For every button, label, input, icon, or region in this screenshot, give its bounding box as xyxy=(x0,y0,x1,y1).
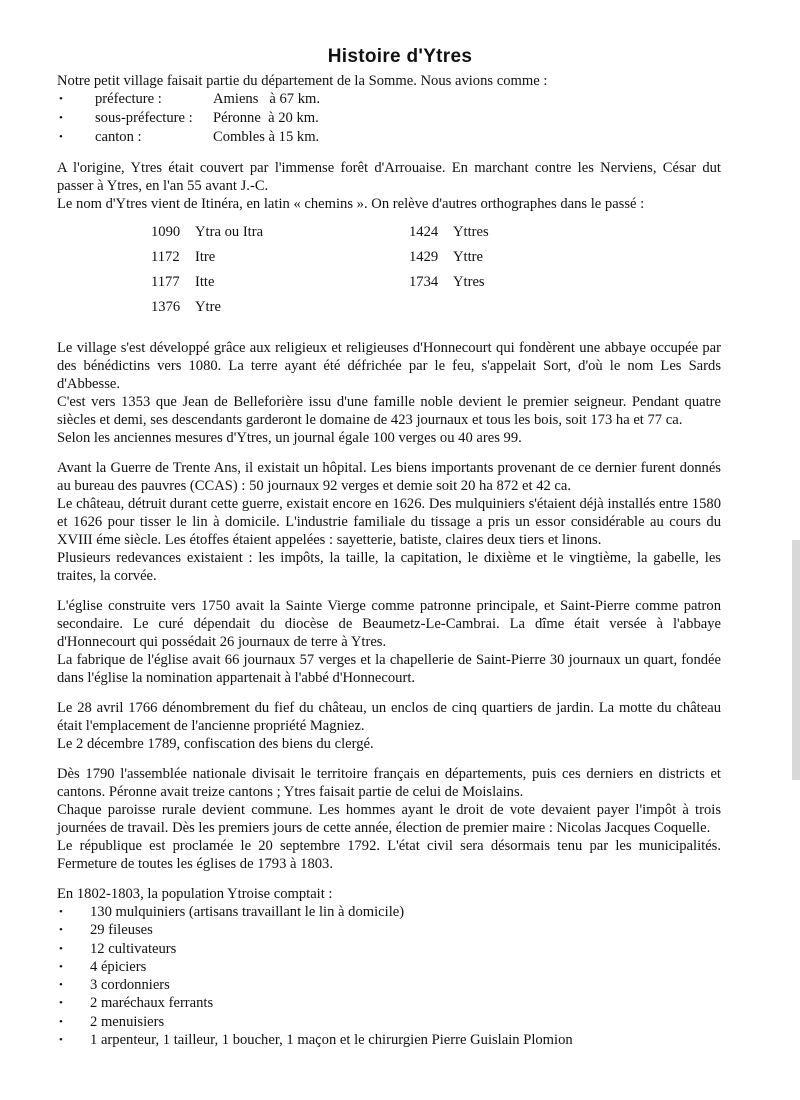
population-item xyxy=(57,1013,721,1031)
orthographs-column-left xyxy=(151,223,409,323)
orthograph-row xyxy=(151,273,409,298)
orthograph-name: Yttres xyxy=(453,224,489,240)
orthograph-year: 1177 xyxy=(151,274,180,290)
bullet-icon: • xyxy=(59,93,63,105)
population-item xyxy=(57,903,721,921)
bullet-icon: • xyxy=(59,906,63,918)
orthograph-name: Ytre xyxy=(195,299,221,315)
orthograph-row xyxy=(151,248,409,273)
bullet-icon: • xyxy=(59,942,63,955)
intro-paragraph: Notre petit village faisait partie du département de la Somme. Nous avions comme : xyxy=(57,73,548,89)
orthographs-table xyxy=(151,223,721,323)
orthograph-name: Ytra ou Itra xyxy=(195,224,264,240)
population-label: 12 cultivateurs xyxy=(90,940,177,957)
population-item xyxy=(57,976,721,994)
origin-paragraph: A l'origine, Ytres était couvert par l'immense forêt d'Arrouaise. En marchant contre les Nerviens, César dut passer à Ytres, en l'an 55 avant J.-C. xyxy=(57,160,721,194)
orthograph-year: 1090 xyxy=(151,224,181,240)
population-item xyxy=(57,1031,721,1049)
fief-paragraph: Le 2 décembre 1789, confiscation des biens du clergé. xyxy=(57,736,374,752)
orthograph-year: 1376 xyxy=(151,299,181,315)
orthograph-row xyxy=(409,248,609,273)
population-label: 3 cordonniers xyxy=(90,977,170,994)
revolution-paragraph: Le république est proclamée le 20 septembre 1792. L'état civil sera désormais tenu par les municipalités. Fermeture de toutes les églises de 1793 à 1803. xyxy=(57,838,721,872)
document-body xyxy=(57,72,721,1049)
village-paragraph: Le village s'est développé grâce aux religieux et religieuses d'Honnecourt qui fondèrent une abbaye occupée par des bénédictins vers 1080. La terre ayant été défrichée par le feu, s'appelait Sort, d'où le nom Les Sards d'Abbesse. xyxy=(57,340,721,392)
orthograph-year: 1424 xyxy=(409,224,439,240)
population-label: 2 menuisiers xyxy=(90,1013,165,1030)
orthograph-name: Itre xyxy=(195,249,216,265)
population-label: 4 épiciers xyxy=(90,958,147,975)
bullet-icon: • xyxy=(59,1034,63,1047)
eglise-paragraph: La fabrique de l'église avait 66 journaux 57 verges et la chapellerie de Saint-Pierre 30 journaux un quart, fondée dans l'église la nomination appartenait à l'abbé d'Honnecourt. xyxy=(57,652,721,686)
orthograph-name: Itte xyxy=(195,274,215,290)
admin-label: préfecture : xyxy=(95,91,162,107)
admin-item xyxy=(57,109,721,128)
admin-list xyxy=(57,90,721,147)
guerre-paragraph: Plusieurs redevances existaient : les impôts, la taille, la capitation, le dixième et le vingtième, la gabelle, les traites, la corvée. xyxy=(57,550,721,584)
population-item xyxy=(57,940,721,958)
bullet-icon: • xyxy=(59,997,63,1010)
orthograph-row xyxy=(151,298,409,323)
population-label: 2 maréchaux ferrants xyxy=(90,995,214,1012)
admin-label: canton : xyxy=(95,129,142,145)
eglise-paragraph: L'église construite vers 1750 avait la Sainte Vierge comme patronne principale, et Saint-Pierre comme patron secondaire. Le curé dépendait du diocèse de Beaumetz-Le-Cambrai. La dîme était versée à l'abbaye d'Honnecourt qui possédait 26 journaux de terre à Ytres. xyxy=(57,598,721,650)
population-label: 1 arpenteur, 1 tailleur, 1 boucher, 1 maçon et le chirurgien Pierre Guislain Plomion xyxy=(90,1032,573,1049)
page-title: Histoire d'Ytres xyxy=(327,45,473,67)
fief-paragraph: Le 28 avril 1766 dénombrement du fief du château, un enclos de cinq quartiers de jardin. La motte du château était l'emplacement de l'ancienne propriété Magniez. xyxy=(57,700,721,734)
orthograph-year: 1734 xyxy=(409,274,439,290)
bullet-icon: • xyxy=(59,924,63,937)
village-paragraph: C'est vers 1353 que Jean de Belleforière issu d'une famille noble devient le premier seigneur. Pendant quatre siècles et demi, ses descendants garderont le domaine de 423 journaux et tous les bois, soit 173 ha et 77 ca. xyxy=(57,394,721,428)
admin-value: Combles à 15 km. xyxy=(213,129,320,145)
admin-item xyxy=(57,90,721,109)
bullet-icon: • xyxy=(59,979,63,992)
admin-label: sous-préfecture : xyxy=(95,110,193,126)
population-item xyxy=(57,994,721,1012)
orthograph-row xyxy=(151,223,409,248)
bullet-icon: • xyxy=(59,131,63,143)
guerre-paragraph: Avant la Guerre de Trente Ans, il existait un hôpital. Les biens importants provenant de ce dernier furent donnés au bureau des pauvres (CCAS) : 50 journaux 92 verges et demie soit 20 ha 872 et 42 ca. xyxy=(57,460,721,494)
population-item xyxy=(57,958,721,976)
population-list xyxy=(57,903,721,1049)
population-intro: En 1802-1803, la population Ytroise comptait : xyxy=(57,886,333,902)
orthograph-name: Ytres xyxy=(453,274,485,290)
admin-value: Péronne à 20 km. xyxy=(213,110,319,126)
admin-value: Amiens à 67 km. xyxy=(213,91,321,107)
population-label: 130 mulquiniers (artisans travaillant le lin à domicile) xyxy=(90,904,405,920)
revolution-paragraph: Chaque paroisse rurale devient commune. Les hommes ayant le droit de vote devaient payer l'impôt à trois journées de travail. Dès les premiers jours de cette année, élection de premier maire : Nicolas Jacques Coquelle. xyxy=(57,802,721,836)
orthograph-row xyxy=(409,223,609,248)
village-paragraph: Selon les anciennes mesures d'Ytres, un journal égale 100 verges ou 40 ares 99. xyxy=(57,430,522,446)
bullet-icon: • xyxy=(59,1015,63,1028)
bullet-icon: • xyxy=(59,960,63,973)
bullet-icon: • xyxy=(59,112,63,124)
orthograph-year: 1172 xyxy=(151,249,180,265)
orthograph-year: 1429 xyxy=(409,249,439,265)
orthographs-column-right xyxy=(409,223,609,323)
revolution-paragraph: Dès 1790 l'assemblée nationale divisait le territoire français en départements, puis ces derniers en districts et cantons. Péronne avait treize cantons ; Ytres faisait partie de celui de Moislains. xyxy=(57,766,721,800)
scan-edge-shadow xyxy=(792,540,800,780)
orthograph-row xyxy=(409,273,609,298)
admin-item xyxy=(57,128,721,147)
population-item xyxy=(57,921,721,939)
guerre-paragraph: Le château, détruit durant cette guerre, existait encore en 1626. Des mulquiniers s'étaient déjà installés entre 1580 et 1626 pour tisser le lin à domicile. L'industrie familiale du tissage a pris un essor considérable au cours du XVIII éme siècle. Les étoffes étaient appelées : sayetterie, batiste, claires deux tiers et linons. xyxy=(57,496,721,548)
origin-paragraph: Le nom d'Ytres vient de Itinéra, en latin « chemins ». On relève d'autres orthographes dans le passé : xyxy=(57,196,645,212)
orthograph-name: Yttre xyxy=(453,249,483,265)
population-label: 29 fileuses xyxy=(90,922,153,939)
